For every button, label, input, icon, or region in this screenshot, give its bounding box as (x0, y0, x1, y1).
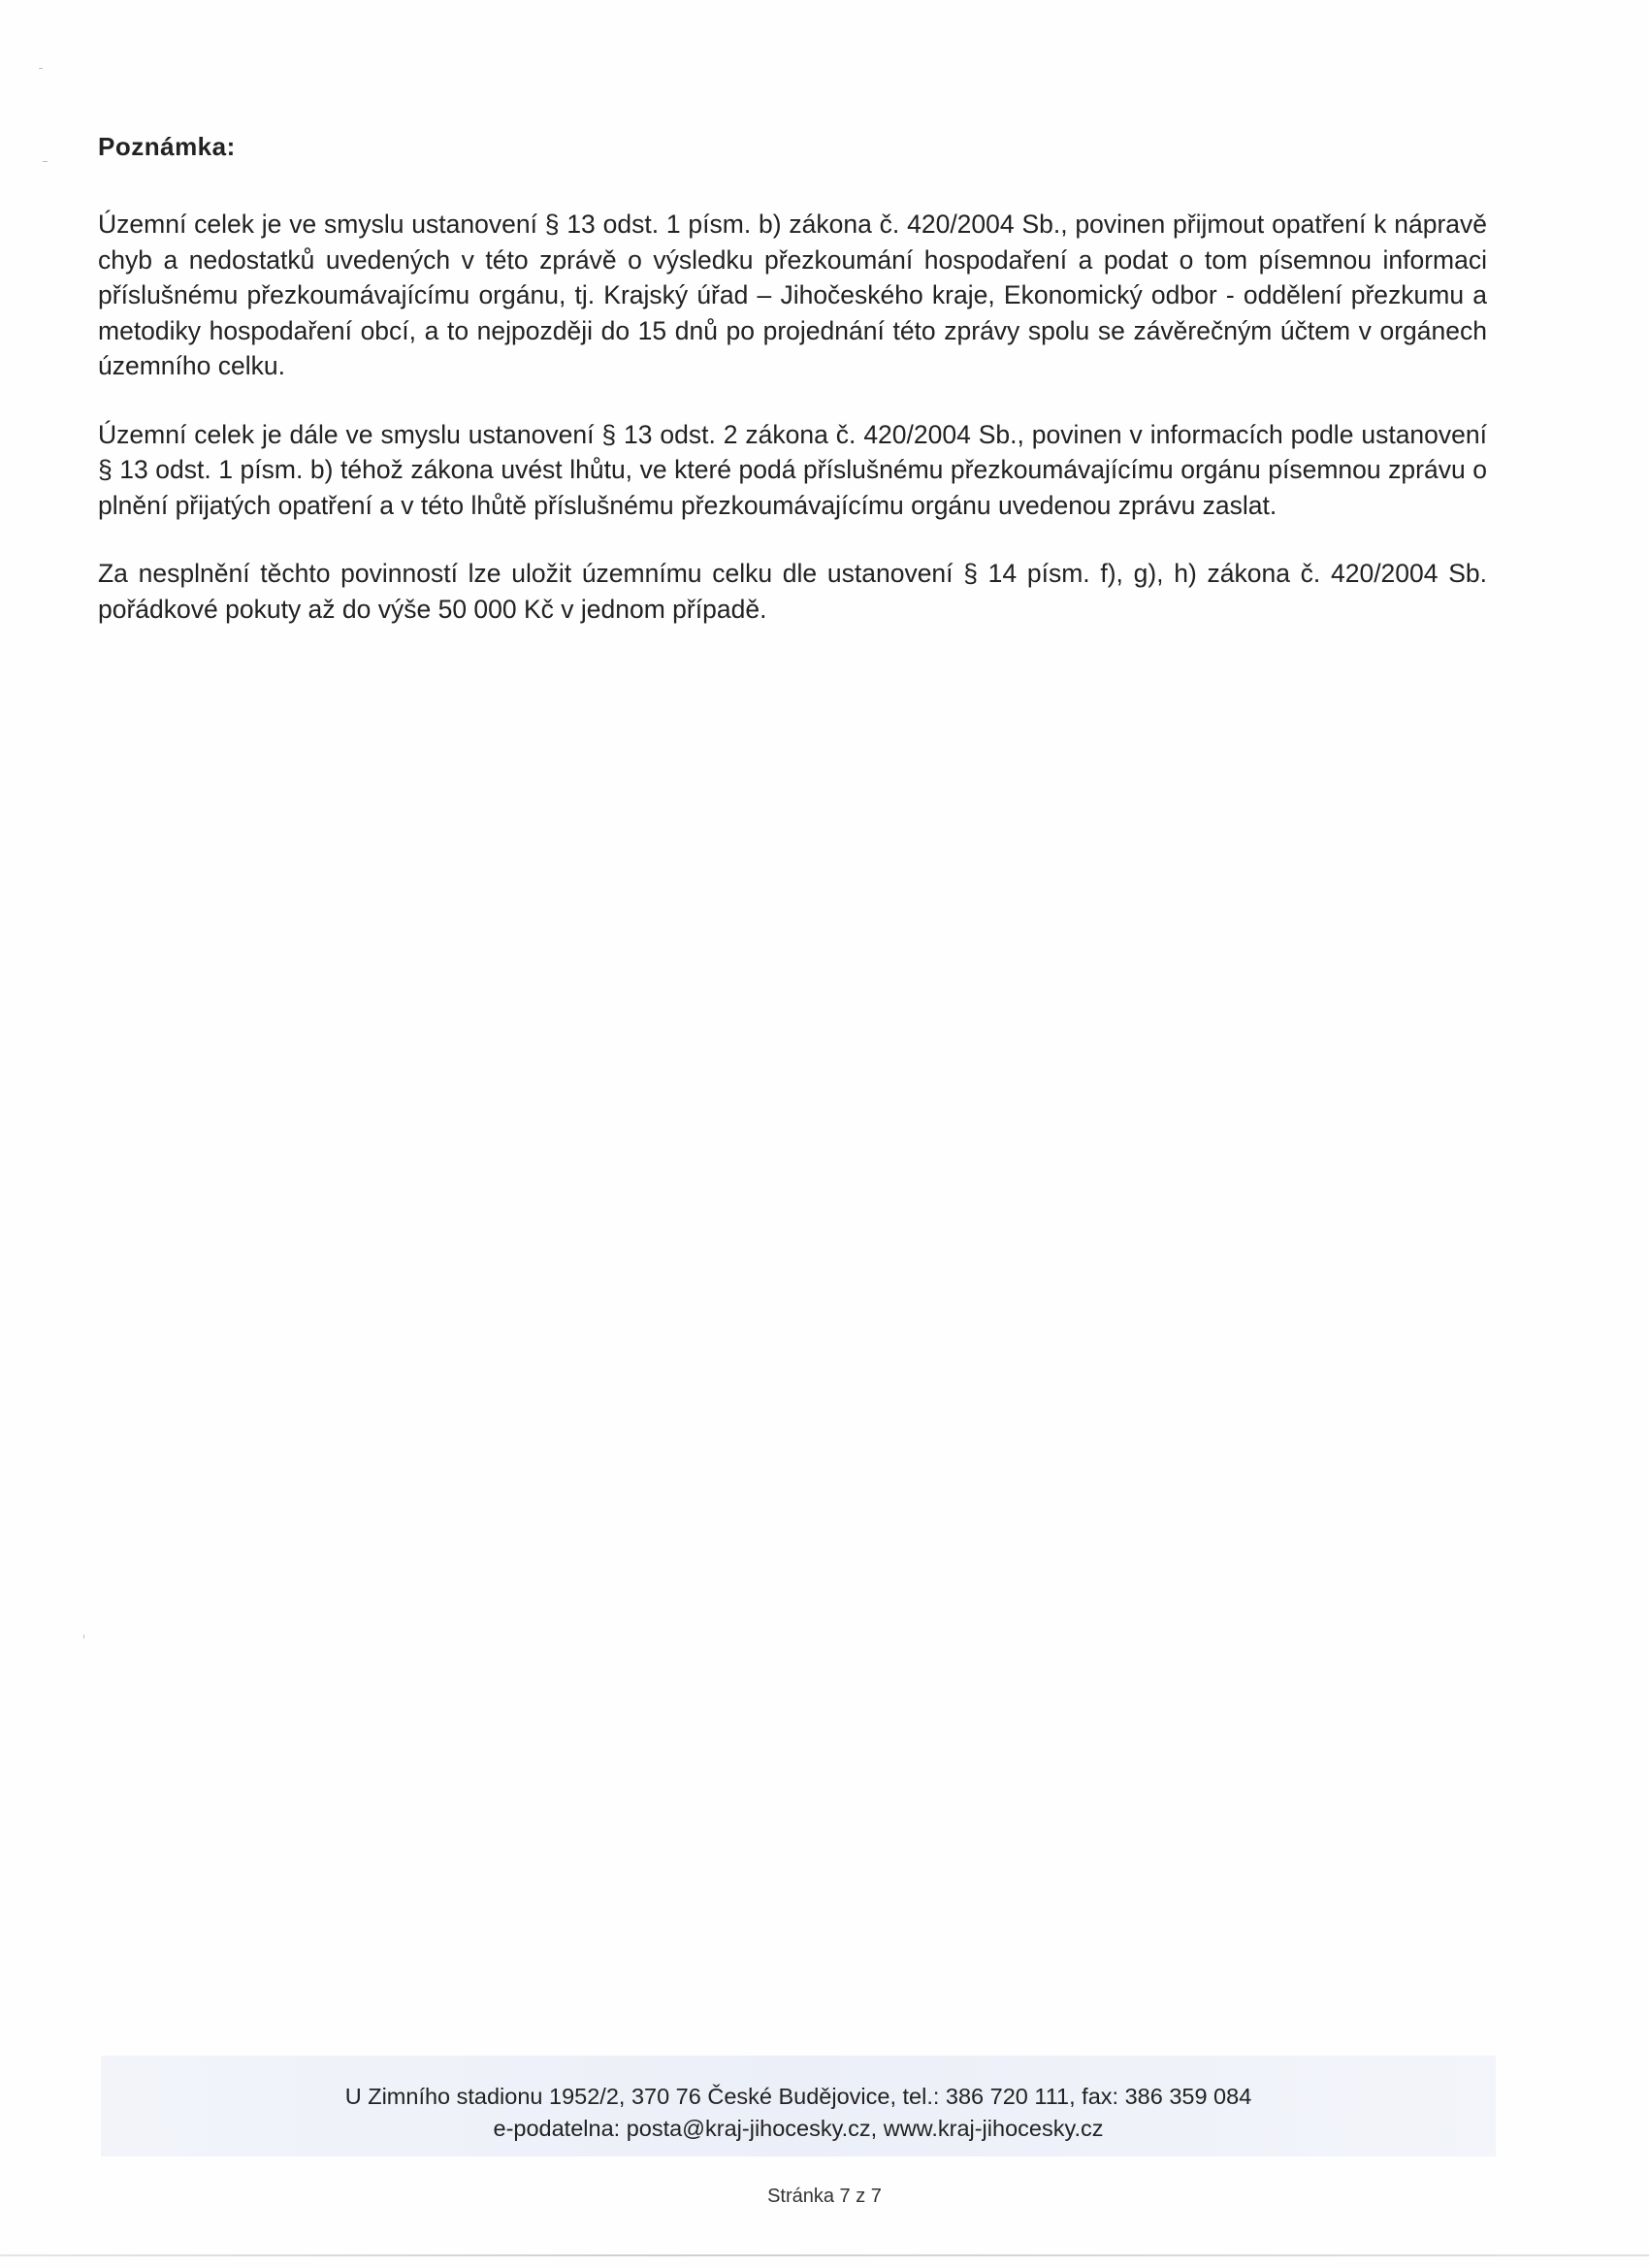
note-paragraph-2: Územní celek je dále ve smyslu ustanovení § 13 odst. 2 zákona č. 420/2004 Sb., povinen v informacích podle ustanovení § 13 odst. 1 písm. b) téhož zákona uvést lhůtu, ve které podá příslušnému přezkoumávajícímu orgánu písemnou zprávu o plnění přijatých opatření a v této lhůtě příslušnému přezkoumávajícímu orgánu uvedenou zprávu zaslat. (98, 419, 1487, 520)
note-paragraph-3: Za nesplnění těchto povinností lze uložit územnímu celku dle ustanovení § 14 písm. f), g), h) zákona č. 420/2004 Sb. pořádkové pokuty až do výše 50 000 Kč v jednom případě. (98, 559, 1487, 624)
scan-speck (83, 1635, 84, 1638)
footer-contact-band (101, 2056, 1496, 2156)
note-heading: Poznámka: (98, 132, 236, 161)
bottom-divider (0, 2254, 1649, 2256)
note-section (98, 132, 1487, 660)
footer-address: U Zimního stadionu 1952/2, 370 76 České Budějovice, tel.: 386 720 111, fax: 386 359 084 (344, 2084, 1252, 2109)
scan-speck (43, 161, 48, 162)
scan-speck (39, 68, 43, 69)
page-number: Stránka 7 z 7 (767, 2186, 882, 2207)
footer-contact: e-podatelna: posta@kraj-jihocesky.cz, www.kraj-jihocesky.cz (493, 2116, 1104, 2141)
note-paragraph-1: Územní celek je ve smyslu ustanovení § 13 odst. 1 písm. b) zákona č. 420/2004 Sb., povinen přijmout opatření k nápravě chyb a nedostatků uvedených v této zprávě o výsledku přezkoumání hospodaření a podat o tom písemnou informaci příslušnému přezkoumávajícímu orgánu, tj. Krajský úřad – Jihočeského kraje, Ekonomický odbor - oddělení přezkumu a metodiky hospodaření obcí, a to nejpozději do 15 dnů po projednání této zprávy spolu se závěrečným účtem v orgánech územního celku. (98, 210, 1487, 380)
